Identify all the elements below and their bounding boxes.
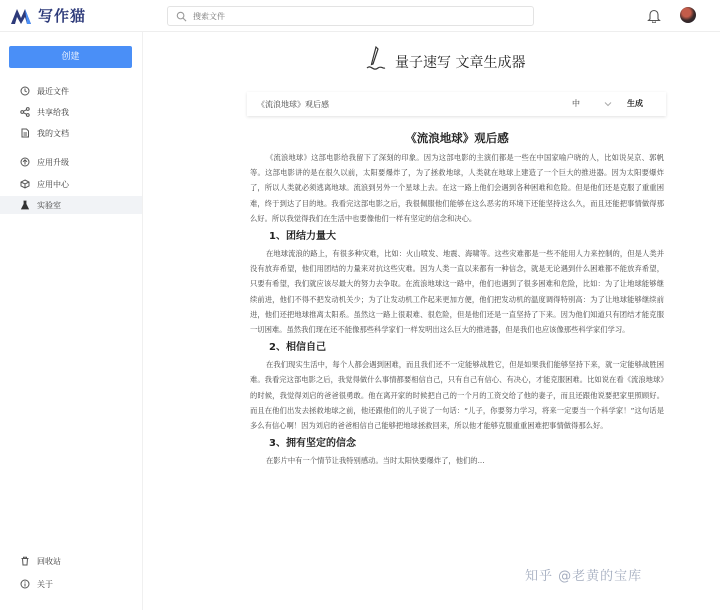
- article-paragraph: 《流浪地球》这部电影给我留下了深刻的印象。因为这部电影的主演们都是一些在中国家喻户晓的人，比如说吴京、郭帆等。这部电影讲的是在很久以前，太阳要爆炸了，为了拯救地球，人类就在地球上建造了一个巨大的推进器。因为太阳要爆炸了，所以人类就必须逃离地球。流浪到另外一个星球上去。在这一路上他们会遇到各种困难和危险。但是他们还是克服了重重困难，终于到达了目的地。我看完这部电影之后，我很佩服他们能够在这么恶劣的环境下还能坚持这么久，而且还能把事情做得那么好。所以我觉得我们在生活中也要像他们一样有坚定的信念和决心。: [250, 153, 664, 223]
- sidebar-item-lab[interactable]: [0, 196, 142, 214]
- article-paragraph: 在影片中有一个情节让我特别感动。当时太阳快要爆炸了，他们的...: [266, 456, 485, 466]
- article-paragraph: 在地球流浪的路上，有很多种灾难，比如：火山喷发、地震、海啸等。这些灾难都是一些不能用人力来控制的，但是人类并没有放弃希望，他们用团结的力量来对抗这些灾难。因为人类一直以来都有一种信念，就是无论遇到什么困难都不能放弃希望，只要有希望，我们就应该尽最大的努力去争取。在流浪地球这一路中，他们也遇到了很多困难和危险，比如：为了让地球能够继续前进，他们不得不把发动机关少；为了让发动机工作起来更加方便，他们把发动机的温度调得特别高：为了让地球能够继续前进，他们还把地球推离太阳系。虽然这一路上很艰难、很危险，但是他们还是一直坚持了下来。因为他们知道只有团结才能克服一切困难。虽然我们现在还不能像那些科学家们一样发明出这么巨大的推进器，但是我们也应该像那些科学家们学习。: [250, 249, 664, 335]
- sidebar-item-app-center[interactable]: [0, 175, 142, 193]
- info-icon: [20, 579, 30, 589]
- document-icon: [20, 128, 30, 138]
- cube-icon: [20, 179, 30, 189]
- length-select-value: 中: [572, 99, 580, 108]
- bell-icon[interactable]: [647, 8, 661, 23]
- sidebar-item-label: 最近文件: [37, 86, 69, 96]
- trash-icon: [20, 556, 30, 566]
- section-heading: 2、相信自己: [269, 342, 326, 354]
- section-heading: 3、拥有坚定的信念: [269, 438, 356, 450]
- sidebar-item-shared[interactable]: [0, 103, 142, 121]
- tool-header: [365, 44, 525, 74]
- generator-bar: [247, 92, 666, 116]
- sidebar-item-trash[interactable]: [0, 552, 142, 570]
- app-name: 写作猫: [38, 7, 87, 25]
- share-icon: [20, 107, 30, 117]
- topic-input[interactable]: [257, 100, 557, 109]
- sidebar-item-label: 共享给我: [37, 107, 69, 117]
- create-button[interactable]: 创建: [9, 46, 132, 68]
- sidebar-item-my-docs[interactable]: [0, 124, 142, 142]
- article-title: 《流浪地球》观后感: [405, 131, 509, 145]
- chevron-down-icon: [604, 101, 612, 107]
- search-box[interactable]: [167, 6, 534, 26]
- tool-title: 量子速写 文章生成器: [395, 55, 526, 71]
- sidebar-item-recent[interactable]: [0, 82, 142, 100]
- search-icon: [176, 11, 187, 22]
- main-content: [143, 32, 720, 610]
- quill-icon: [365, 44, 387, 74]
- section-heading: 1、团结力量大: [269, 231, 336, 243]
- upgrade-icon: [20, 157, 30, 167]
- sidebar-item-about[interactable]: [0, 575, 142, 593]
- generate-button[interactable]: 生成: [627, 99, 643, 108]
- watermark: 知乎 @老黄的宝库: [525, 569, 643, 584]
- flask-icon: [20, 200, 30, 210]
- sidebar-item-label: 应用升级: [37, 157, 69, 167]
- sidebar: [0, 32, 143, 610]
- sidebar-item-label: 实验室: [37, 200, 61, 210]
- length-select[interactable]: [572, 98, 612, 109]
- top-bar: [0, 0, 720, 32]
- sidebar-item-label: 回收站: [37, 556, 61, 566]
- sidebar-item-label: 关于: [37, 579, 53, 589]
- sidebar-item-upgrade[interactable]: [0, 153, 142, 171]
- generated-article: [250, 130, 664, 468]
- search-input[interactable]: [193, 12, 493, 21]
- logo-mark-icon: [10, 7, 32, 25]
- sidebar-item-label: 我的文档: [37, 128, 69, 138]
- sidebar-item-label: 应用中心: [37, 179, 69, 189]
- clock-icon: [20, 86, 30, 96]
- article-paragraph: 在我们现实生活中，每个人都会遇到困难，而且我们还不一定能够战胜它，但是如果我们能够坚持下来，就一定能够战胜困难。我看完这部电影之后，我觉得做什么事情都要相信自己，只有自己有信心、有决心，才能克服困难。比如说在看《流浪地球》的时候，我觉得刘启的爸爸很勇敢。他在离开家的时候把自己的一个月的工资交给了他的妻子，而且还跟他说要把家里照顾好。而且在他们出发去拯救地球之前，他还跟他们的儿子说了一句话：“儿子，你要努力学习，将来一定要当一个科学家！”这句话是多么有信心啊！因为刘启的爸爸相信自己能够把地球拯救回来，所以他才能够克服重重困难把事情做得那么好。: [250, 360, 664, 431]
- user-avatar[interactable]: [680, 7, 696, 23]
- app-logo[interactable]: [10, 5, 86, 26]
